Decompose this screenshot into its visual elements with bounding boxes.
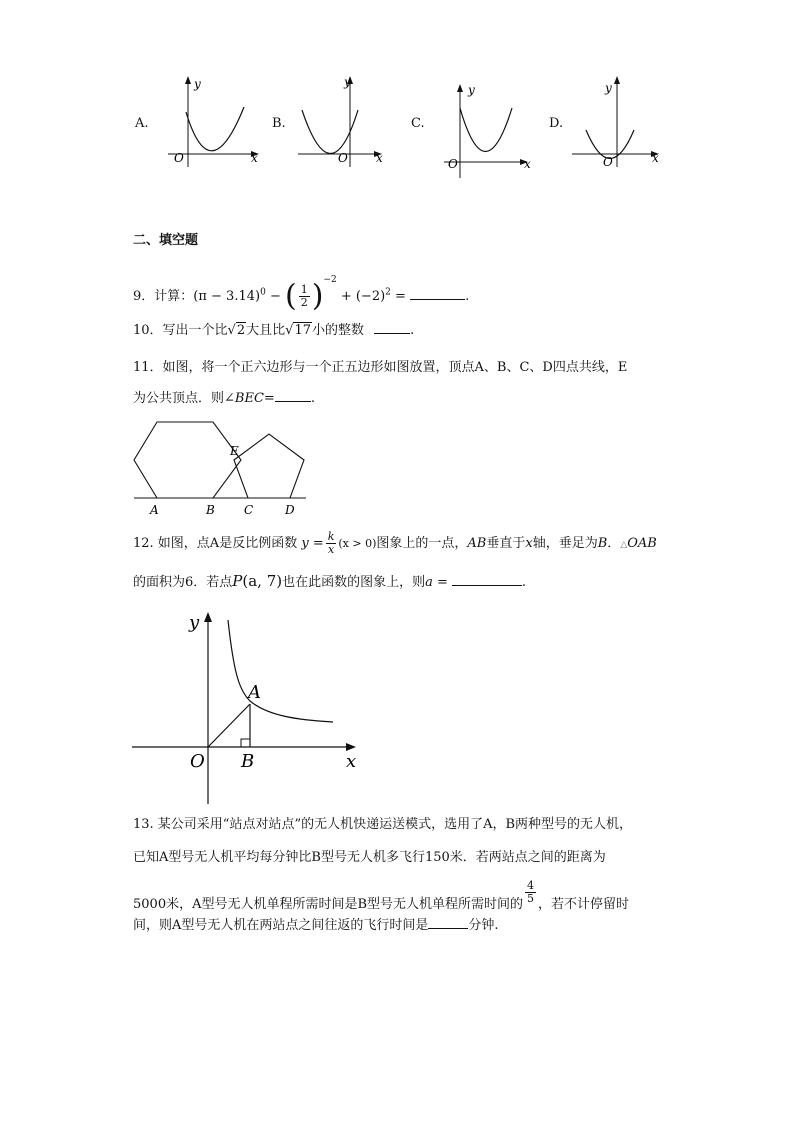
pentagon-shape [234,434,304,498]
point-e-label: E [230,444,239,458]
axis-x-label: x [346,751,357,772]
origin-label: O [448,157,458,171]
hexagon-shape [134,422,241,498]
option-c-graph [440,80,550,180]
four-fifths: $\frac{4}{5}$ [527,879,535,905]
axis-y-label: y [189,612,200,633]
question-12-line2: 的面积为6．若点P(a, 7)也在此函数的图象上，则a = . [133,572,527,590]
k-over-x: $\frac{k}{x}$ [327,530,335,556]
question-10: 10．写出一个比√2大且比√17小的整数 . [133,320,414,341]
point-b-label: B [206,503,215,517]
axis-x-label: x [251,151,258,165]
q9-plus: + (−2) [336,289,386,304]
axis-y-label: y [605,81,612,95]
question-12-line1: 12. 如图，点A是反比例函数 y = $\frac{k}{x}$ (x > 0)图象上的一点，AB垂直于x轴，垂足为B．△OAB [133,530,657,556]
origin-label: O [174,151,184,165]
point-d-label: D [285,503,295,517]
axis-y-label: y [194,77,201,91]
q9-eq: = [390,289,411,304]
option-a-graph [160,72,270,172]
option-d-graph [570,72,670,172]
sqrt-2: √2 [227,323,246,338]
q9-exp-neg2: −2 [323,275,337,285]
origin-label: O [338,151,348,165]
question-13-line4: 间，则A型号无人机在两站点之间往返的飞行时间是 分钟. [133,915,499,936]
axis-x-label: x [652,151,659,165]
axis-y-label: y [468,83,475,97]
point-a-label: A [248,682,261,703]
question-13-line2: 已知A型号无人机平均每分钟比B型号无人机多飞行150米．若两站点之间的距离为 [133,850,606,865]
option-d-label: D. [549,116,564,131]
q9-lead: 9．计算： [133,289,194,304]
triangle-symbol: △ [620,540,628,550]
question-13-line1: 13. 某公司采用“站点对站点”的无人机快递运送模式，选用了A，B两种型号的无人机， [133,817,633,832]
q9-fraction: $\frac{1}{2}$ [300,283,308,309]
segment-oa [208,704,250,747]
point-b-label: B [241,751,255,772]
angle-bec: BEC [234,391,264,406]
hexagon-pentagon-figure [130,414,320,518]
q10-lead: 10．写出一个比 [133,323,228,338]
question-11-line2: 为公共顶点．则∠BEC= . [133,388,315,409]
axis-x-label: x [376,151,383,165]
question-13-line3: 5000米，A型号无人机单程所需时间是B型号无人机单程所需时间的 $\frac{4}{5}$ ，若不计停留时 [133,879,630,912]
hyperbola-curve [228,620,333,722]
q10-mid: 大且比 [246,323,286,338]
point-c-label: C [244,503,254,517]
question-11-line1: 11．如图，将一个正六边形与一个正五边形如图放置，顶点A、B、C、D四点共线，E [133,360,628,375]
q9-exp0: 0 [260,287,266,298]
q11-answer-blank[interactable] [275,388,311,402]
sqrt-17: √17 [285,323,311,338]
question-9: 9．计算：$(\pi - 3.14)^0$ − ( $\frac{1}{2}$ )$^{-2} + (-2)^2$ = . [133,275,470,314]
hyperbola-graph [128,606,368,806]
section-title: 二、填空题 [133,233,199,248]
option-b-label: B. [272,116,286,131]
origin-label: O [603,155,613,169]
q10-tail: 小的整数 [311,323,364,338]
q9-exp2: 2 [385,287,391,298]
q12-answer-blank[interactable] [452,572,522,586]
axis-y-label: y [344,75,351,89]
point-a-label: A [150,503,159,517]
axis-x-label: x [524,157,531,171]
origin-label: O [190,751,205,772]
right-angle-mark [241,739,250,747]
q9-minus: − [265,289,281,304]
q13-answer-blank[interactable] [428,915,468,929]
option-a-label: A. [135,116,149,131]
q10-answer-blank[interactable] [374,320,410,334]
q9-expr1: (π − 3.14) [193,289,261,304]
option-b-graph [296,72,406,172]
option-c-label: C. [411,116,425,131]
q9-answer-blank[interactable] [410,286,465,300]
